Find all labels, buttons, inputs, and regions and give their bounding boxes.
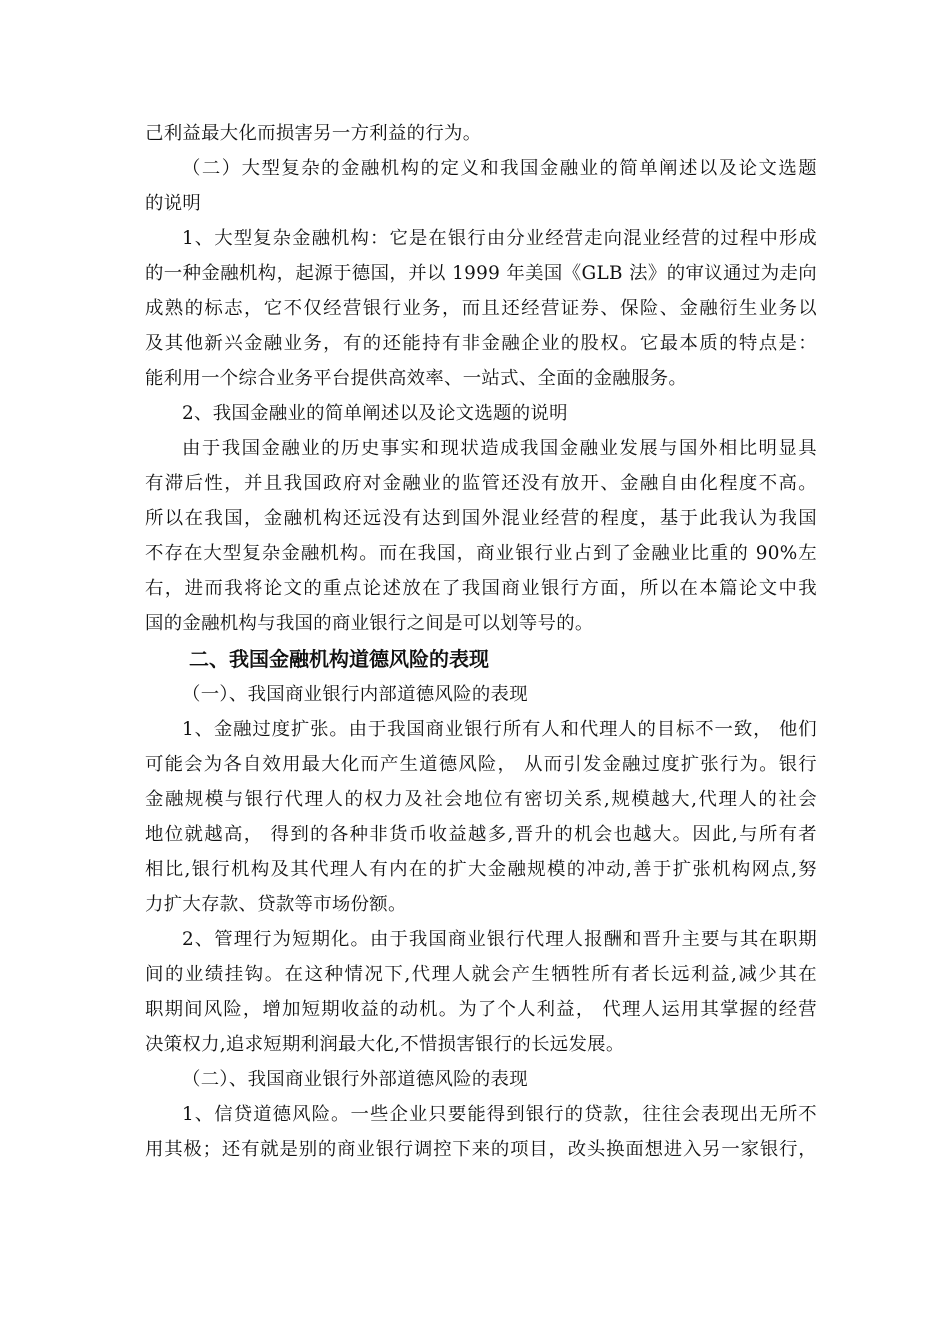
- text-line: 可能会为各自效用最大化而产生道德风险， 从而引发金融过度扩张行为。银行: [145, 754, 817, 775]
- text-line: （二）大型复杂的金融机构的定义和我国金融业的简单阐述以及论文选题: [182, 158, 817, 179]
- text-line: 及其他新兴金融业务，有的还能持有非金融企业的股权。它最本质的特点是：: [145, 333, 817, 354]
- text-line: 金融规模与银行代理人的权力及社会地位有密切关系,规模越大,代理人的社会: [145, 789, 817, 810]
- text-line: 己利益最大化而损害另一方利益的行为。: [145, 123, 482, 144]
- section-heading: 二、我国金融机构道德风险的表现: [189, 647, 489, 671]
- text-line: 右，进而我将论文的重点论述放在了我国商业银行方面，所以在本篇论文中我: [145, 578, 817, 599]
- text-line: 不存在大型复杂金融机构。而在我国，商业银行业占到了金融业比重的 90%左: [145, 543, 817, 564]
- text-line: 有滞后性，并且我国政府对金融业的监管还没有放开、金融自由化程度不高。: [145, 473, 817, 494]
- body-text-section-2: [145, 677, 817, 1167]
- text-line: 由于我国金融业的历史事实和现状造成我国金融业发展与国外相比明显具: [182, 438, 817, 459]
- text-line: 国的金融机构与我国的商业银行之间是可以划等号的。: [145, 613, 594, 634]
- text-line: 能利用一个综合业务平台提供高效率、一站式、全面的金融服务。: [145, 368, 688, 389]
- text-line: 力扩大存款、贷款等市场份额。: [145, 894, 407, 915]
- text-line: 成熟的标志，它不仅经营银行业务，而且还经营证券、保险、金融衍生业务以: [145, 298, 817, 319]
- text-line: 相比,银行机构及其代理人有内在的扩大金融规模的冲动,善于扩张机构网点,努: [145, 859, 817, 880]
- body-text-section-1: [145, 116, 817, 641]
- document-page: [145, 116, 817, 1167]
- text-line: （二）、我国商业银行外部道德风险的表现: [182, 1069, 528, 1090]
- text-line: 所以在我国，金融机构还远没有达到国外混业经营的程度，基于此我认为我国: [145, 508, 817, 529]
- text-line: 2、管理行为短期化。由于我国商业银行代理人报酬和晋升主要与其在职期: [182, 929, 817, 950]
- text-line: 2、我国金融业的简单阐述以及论文选题的说明: [182, 403, 568, 424]
- text-line: 的说明: [145, 193, 202, 214]
- text-line: 1、金融过度扩张。由于我国商业银行所有人和代理人的目标不一致， 他们: [182, 719, 817, 740]
- text-line: 1、大型复杂金融机构：它是在银行由分业经营走向混业经营的过程中形成: [182, 228, 817, 249]
- text-line: 间的业绩挂钩。在这种情况下,代理人就会产生牺牲所有者长远利益,减少其在: [145, 964, 817, 985]
- text-line: （一）、我国商业银行内部道德风险的表现: [182, 684, 528, 705]
- text-line: 的一种金融机构，起源于德国，并以 1999 年美国《GLB 法》的审议通过为走向: [145, 263, 817, 284]
- text-line: 地位就越高， 得到的各种非货币收益越多,晋升的机会也越大。因此,与所有者: [145, 824, 817, 845]
- text-line: 1、信贷道德风险。一些企业只要能得到银行的贷款，往往会表现出无所不: [182, 1104, 817, 1125]
- text-line: 用其极；还有就是别的商业银行调控下来的项目，改头换面想进入另一家银行，: [145, 1139, 817, 1160]
- text-line: 职期间风险，增加短期收益的动机。为了个人利益， 代理人运用其掌握的经营: [145, 999, 817, 1020]
- text-line: 决策权力,追求短期利润最大化,不惜损害银行的长远发展。: [145, 1034, 625, 1055]
